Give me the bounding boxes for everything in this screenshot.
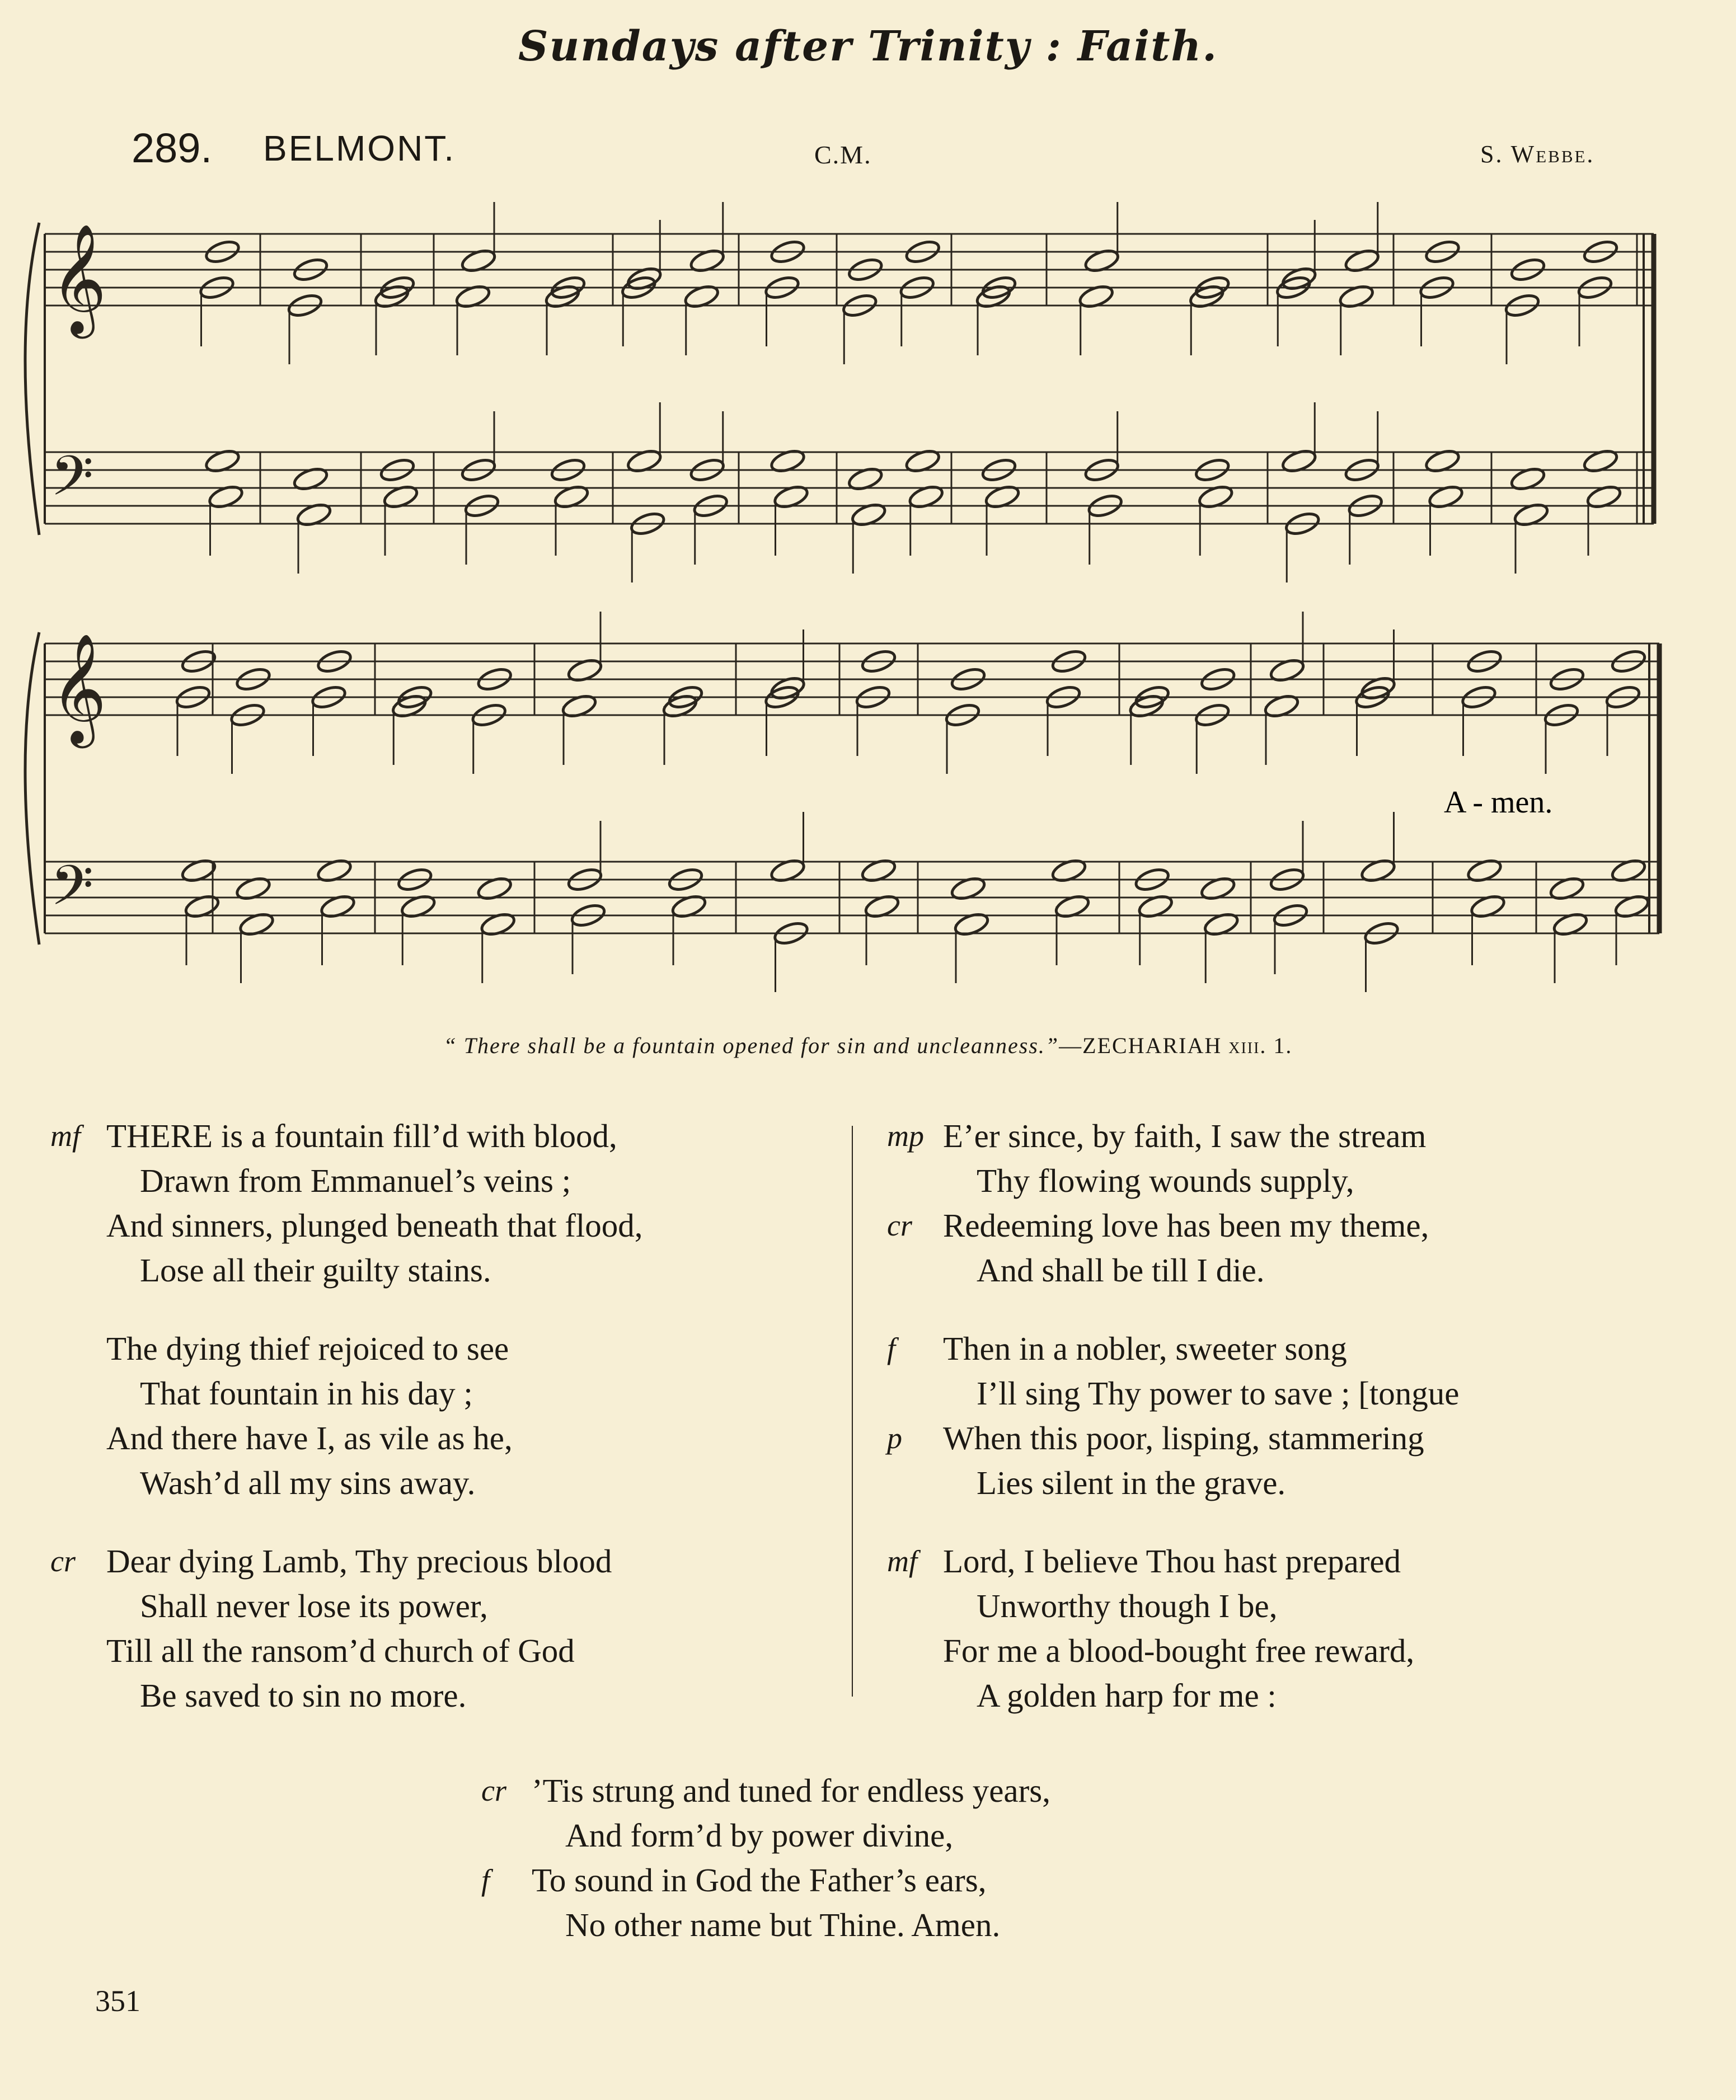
verse-text: I’ll sing Thy power to save ; [tongue (977, 1375, 1460, 1412)
music-score (0, 0, 1736, 1007)
verse-text: Shall never lose its power, (140, 1587, 488, 1624)
svg-text:𝄢: 𝄢 (50, 444, 94, 522)
svg-text:𝄢: 𝄢 (50, 854, 94, 932)
verse-column-right (887, 1114, 1699, 1751)
verse-line (887, 1114, 1699, 1158)
verse-text: And form’d by power divine, (565, 1817, 954, 1854)
verse-text: For me a blood-bought free reward, (943, 1632, 1415, 1669)
verse-line (887, 1371, 1699, 1416)
verse-line (50, 1371, 845, 1416)
verse-line (50, 1326, 845, 1371)
verse-text: To sound in God the Father’s ears, (532, 1862, 987, 1899)
stanza (50, 1539, 845, 1718)
verse-text: Till all the ransom’d church of God (106, 1632, 575, 1669)
dynamic-marking: mp (887, 1119, 924, 1153)
verse-final (481, 1768, 1377, 1981)
dynamic-marking: f (481, 1863, 490, 1897)
verse-line (50, 1584, 845, 1628)
epigraph-reference: —ZECHARIAH xiii. 1. (1059, 1033, 1293, 1058)
verse-text: Lord, I believe Thou hast prepared (943, 1543, 1401, 1580)
verse-text: Be saved to sin no more. (140, 1677, 467, 1714)
verse-line (50, 1416, 845, 1460)
verse-line (50, 1628, 845, 1673)
verse-text: Lies silent in the grave. (977, 1464, 1286, 1501)
dynamic-marking: cr (50, 1544, 76, 1578)
verse-line (887, 1584, 1699, 1628)
verse-text: And sinners, plunged beneath that flood, (106, 1207, 643, 1244)
composer: S. Webbe. (1480, 140, 1595, 168)
column-divider (852, 1126, 853, 1697)
dynamic-marking: mf (887, 1544, 917, 1578)
music-system-1 (25, 202, 1654, 582)
verse-line (50, 1539, 845, 1584)
music-system-2 (25, 612, 1659, 992)
verse-line (887, 1248, 1699, 1293)
hymn-number: 289. (132, 125, 213, 171)
verse-text: Unworthy though I be, (977, 1587, 1278, 1624)
epigraph (0, 1032, 1736, 1059)
verse-line (887, 1203, 1699, 1248)
verse-text: Drawn from Emmanuel’s veins ; (140, 1162, 571, 1199)
stanza (887, 1539, 1699, 1718)
verse-line (887, 1673, 1699, 1718)
verse-text: Wash’d all my sins away. (140, 1464, 476, 1501)
verse-text: E’er since, by faith, I saw the stream (943, 1117, 1427, 1154)
stanza (50, 1326, 845, 1505)
verse-text: Lose all their guilty stains. (140, 1252, 491, 1289)
verse-line (887, 1460, 1699, 1505)
verse-text: ’Tis strung and tuned for endless years, (532, 1772, 1050, 1809)
page-number: 351 (95, 1984, 140, 2018)
verse-text: Dear dying Lamb, Thy precious blood (106, 1543, 612, 1580)
verse-text: And there have I, as vile as he, (106, 1420, 513, 1457)
verse-column-left (50, 1114, 845, 1751)
verse-line (887, 1416, 1699, 1460)
stanza (887, 1326, 1699, 1505)
verse-text: The dying thief rejoiced to see (106, 1330, 509, 1367)
stanza (50, 1114, 845, 1293)
verse-text: And shall be till I die. (977, 1252, 1265, 1289)
epigraph-quote: “ There shall be a fountain opened for sin and uncleanness.” (443, 1033, 1059, 1058)
meter: C.M. (814, 140, 872, 169)
verse-line (50, 1460, 845, 1505)
verse-line (50, 1114, 845, 1158)
verse-text: No other name but Thine. Amen. (565, 1906, 1001, 1943)
verse-line (887, 1326, 1699, 1371)
dynamic-marking: cr (481, 1774, 506, 1807)
dynamic-marking: f (887, 1332, 896, 1365)
stanza (481, 1768, 1377, 1947)
verse-line (50, 1158, 845, 1203)
verse-text: THERE is a fountain fill’d with blood, (106, 1117, 617, 1154)
verse-line (50, 1203, 845, 1248)
dynamic-marking: mf (50, 1119, 81, 1153)
verse-line (481, 1768, 1377, 1813)
dynamic-marking: p (887, 1421, 902, 1455)
verse-line (887, 1158, 1699, 1203)
running-head: Sundays after Trinity : Faith. (518, 22, 1218, 71)
verse-line (50, 1248, 845, 1293)
dynamic-marking: cr (887, 1209, 912, 1242)
verse-line (481, 1858, 1377, 1902)
amen-lyric: A - men. (1444, 785, 1553, 820)
verse-text: Redeeming love has been my theme, (943, 1207, 1429, 1244)
svg-text:𝄞: 𝄞 (50, 223, 107, 334)
verse-text: That fountain in his day ; (140, 1375, 473, 1412)
stanza (887, 1114, 1699, 1293)
verse-line (481, 1902, 1377, 1947)
verse-text: A golden harp for me : (977, 1677, 1277, 1714)
verse-line (481, 1813, 1377, 1858)
verse-text: Thy flowing wounds supply, (977, 1162, 1354, 1199)
verse-text: Then in a nobler, sweeter song (943, 1330, 1347, 1367)
verse-text: When this poor, lisping, stammering (943, 1420, 1424, 1457)
tune-name: BELMONT. (263, 128, 456, 168)
svg-text:𝄞: 𝄞 (50, 633, 107, 744)
verse-line (887, 1539, 1699, 1584)
verse-line (887, 1628, 1699, 1673)
verse-line (50, 1673, 845, 1718)
